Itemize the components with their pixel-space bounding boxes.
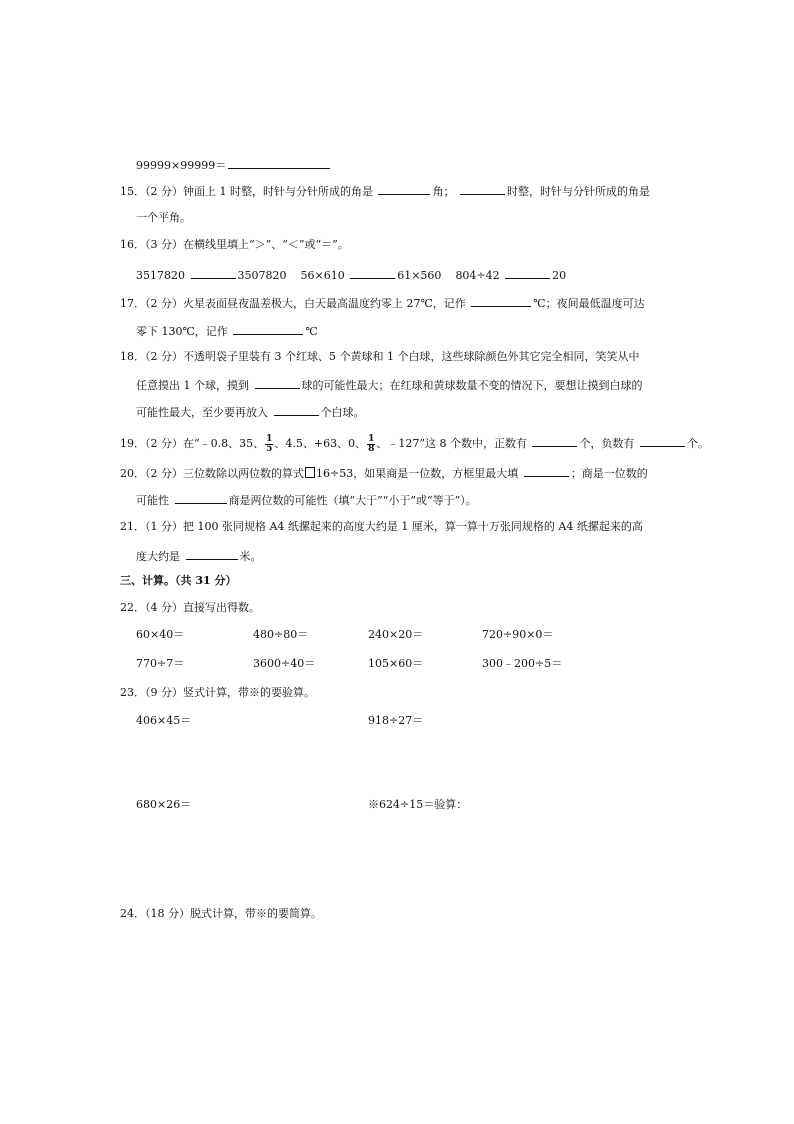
q23-item: 918÷27＝ (368, 714, 424, 727)
q18-line2 (136, 376, 643, 394)
answer-blank[interactable] (255, 376, 300, 389)
q21-text: 米。 (239, 550, 262, 563)
q19-text: 个，负数有 (579, 437, 635, 450)
q15-text: 15．（2 分）钟面上 1 时整，时针与分针所成的角是 (120, 185, 373, 198)
numerator: 1 (266, 433, 273, 444)
q16-text: 20 (552, 269, 567, 282)
numerator: 1 (368, 433, 375, 444)
q16-text: 3517820 (136, 269, 185, 282)
q17-text: ℃ (305, 325, 318, 338)
q21-text: 度大约是 (136, 550, 180, 563)
q20-line2 (136, 491, 477, 509)
q17-text: ℃；夜间最低温度可达 (533, 297, 645, 310)
answer-blank[interactable] (228, 156, 330, 169)
answer-blank[interactable] (350, 266, 395, 279)
answer-blank[interactable] (274, 403, 319, 416)
q18-line3 (136, 403, 365, 421)
answer-blank[interactable] (471, 294, 531, 307)
q23-item: 680×26＝ (136, 798, 192, 811)
denominator: 5 (266, 443, 273, 454)
q18-text: 个白球。 (320, 406, 365, 419)
q17-text: 零下 130℃，记作 (136, 325, 228, 338)
answer-blank[interactable] (460, 182, 505, 195)
answer-blank[interactable] (191, 266, 236, 279)
q22-item: 240×20＝ (368, 628, 424, 641)
q22-item: 3600÷40＝ (253, 657, 316, 670)
empty-box-placeholder (305, 467, 315, 478)
q22-prompt: 22．（4 分）直接写出得数。 (120, 601, 260, 614)
fraction-one-eighth (367, 435, 375, 454)
q17-line2 (136, 322, 318, 340)
q15-text: 时整，时针与分针所成的角是 (506, 185, 650, 198)
q19-text: 19．（2 分）在“﹣0.8、35、 (120, 437, 265, 450)
q17-text: 17．（2 分）火星表面昼夜温差极大，白天最高温度约零上 27℃，记作 (120, 297, 466, 310)
answer-blank[interactable] (505, 266, 550, 279)
answer-blank[interactable] (532, 434, 577, 447)
q14-expression: 99999×99999＝ (136, 159, 227, 172)
q19-text: 、4.5、+63、0、 (274, 437, 367, 450)
q22-item: 105×60＝ (368, 657, 424, 670)
q20-text: 商是两位数的可能性（填“大于”“小于”或“等于”）。 (228, 494, 477, 507)
answer-blank[interactable] (233, 322, 303, 335)
answer-blank[interactable] (175, 491, 227, 504)
answer-blank[interactable] (524, 464, 569, 477)
q16-line2 (136, 266, 566, 284)
answer-blank[interactable] (640, 434, 685, 447)
q22-item: 60×40＝ (136, 628, 185, 641)
q20-text: 16÷53，如果商是一位数，方框里最大填 (316, 467, 519, 480)
q16-text: 61×560 (397, 269, 442, 282)
q18-text: 任意摸出 1 个球，摸到 (136, 379, 249, 392)
q22-item: 720÷90×0＝ (482, 628, 554, 641)
q22-item: 300﹣200÷5＝ (482, 657, 563, 670)
fraction-one-fifth (265, 435, 273, 454)
q20-text: ；商是一位数的 (570, 467, 648, 480)
q15-line2: 一个平角。 (136, 211, 191, 224)
q22-item: 770÷7＝ (136, 657, 185, 670)
q23-item: 406×45＝ (136, 714, 192, 727)
q16-text: 56×610 (300, 269, 345, 282)
answer-blank[interactable] (378, 182, 430, 195)
answer-blank[interactable] (186, 547, 238, 560)
q21-line2 (136, 547, 262, 565)
q19-text: 个。 (686, 437, 709, 450)
q20-line1 (120, 464, 648, 482)
q18-line1: 18．（2 分）不透明袋子里装有 3 个红球、5 个黄球和 1 个白球，这些球除颜色外其它完全相同，笑笑从中 (120, 350, 640, 363)
q16-text: 804÷42 (455, 269, 500, 282)
q19-text: 、﹣127”这 8 个数中，正数有 (376, 437, 527, 450)
q16-line1: 16．（3 分）在横线里填上“＞”、“＜”或“＝”。 (120, 238, 349, 251)
q17-line1 (120, 294, 645, 312)
q20-text: 可能性 (136, 494, 169, 507)
q15-text: 角； (432, 185, 455, 198)
q24-prompt: 24．（18 分）脱式计算，带※的要简算。 (120, 907, 322, 920)
q19-line (120, 434, 709, 454)
q16-text: 3507820 (237, 269, 287, 282)
q22-item: 480÷80＝ (253, 628, 309, 641)
denominator: 8 (368, 443, 375, 454)
q18-text: 球的可能性最大；在红球和黄球数量不变的情况下，要想让摸到白球的 (301, 379, 643, 392)
q18-text: 可能性最大，至少要再放入 (136, 406, 268, 419)
q20-text: 20．（2 分）三位数除以两位数的算式 (120, 467, 304, 480)
q23-item: ※624÷15＝验算： (368, 798, 468, 811)
section-3-heading: 三、计算。（共 31 分） (120, 574, 237, 587)
q14-tail (136, 156, 332, 174)
q21-line1: 21．（1 分）把 100 张同规格 A4 纸摞起来的高度大约是 1 厘米，算一算十万张同规格的 A4 纸摞起来的高 (120, 520, 643, 533)
q15-line1 (120, 182, 650, 200)
q23-prompt: 23．（9 分）竖式计算，带※的要验算。 (120, 686, 315, 699)
